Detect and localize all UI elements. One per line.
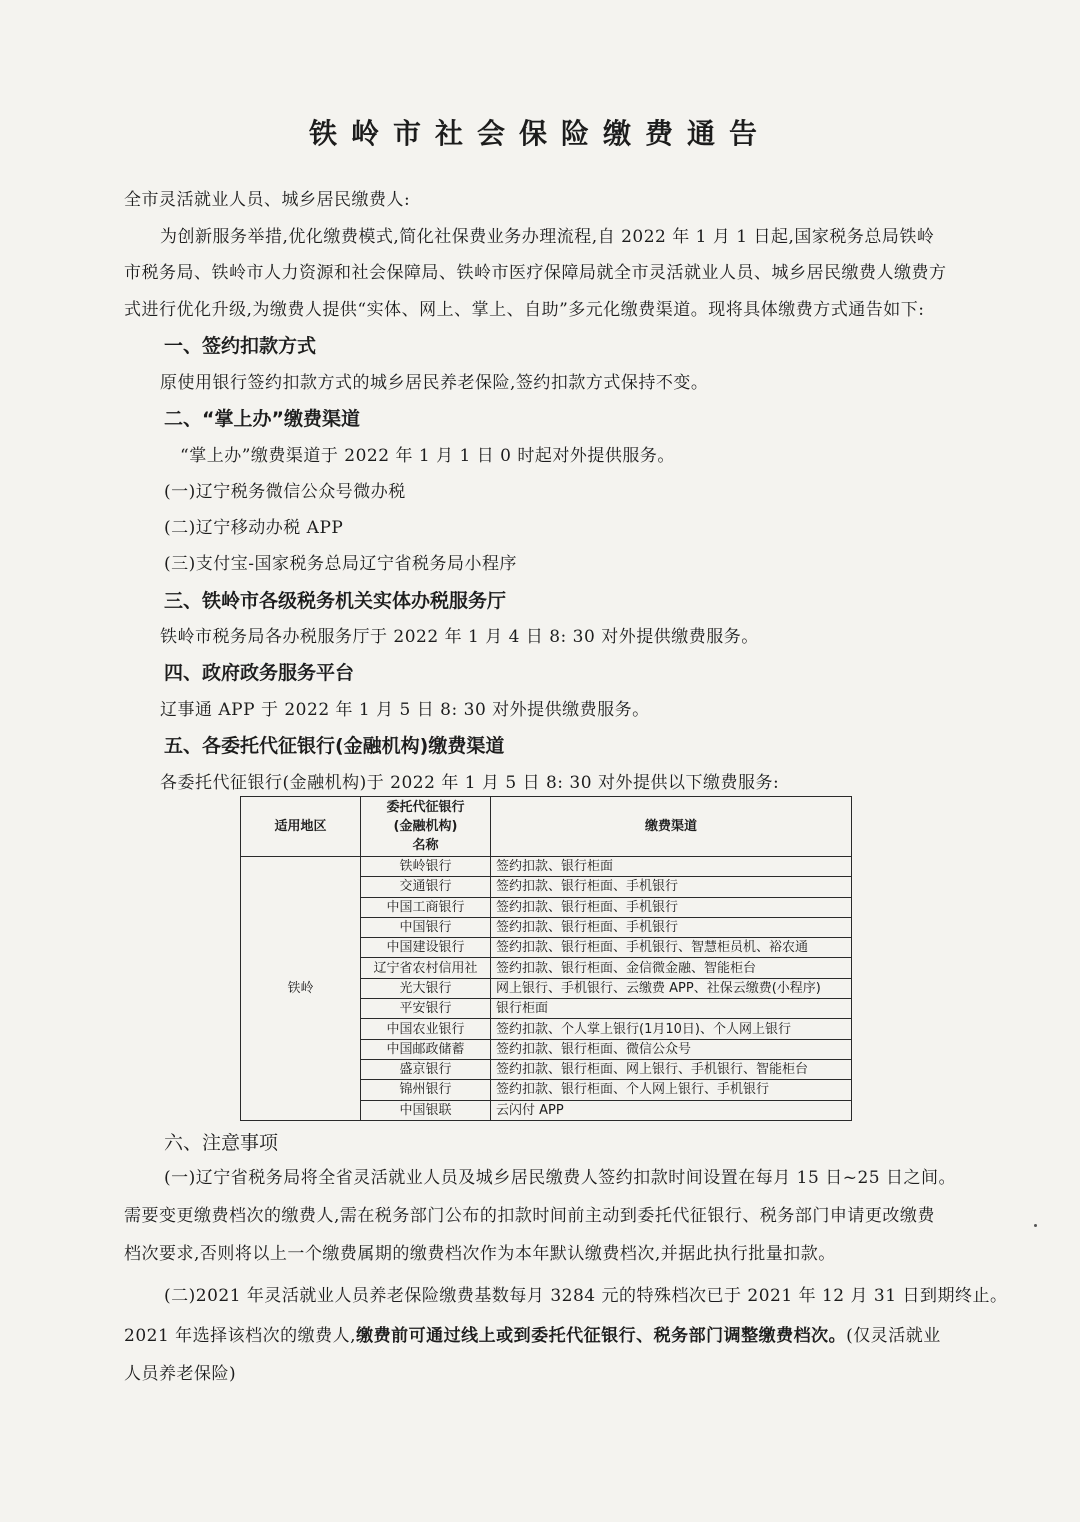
notice-1-line-2: 需要变更缴费档次的缴费人,需在税务部门公布的扣款时间前主动到委托代征银行、税务部门申请更改缴费 [124,1206,935,1226]
channel-cell: 签约扣款、银行柜面、金信微金融、智能柜台 [491,958,852,978]
bank-name-cell: 中国银行 [361,917,491,937]
header-channel: 缴费渠道 [491,797,852,857]
intro-line-1: 为创新服务举措,优化缴费模式,简化社保费业务办理流程,自 2022 年 1 月 1 日起,国家税务总局铁岭 [160,227,935,247]
section-2-item-2: (二)辽宁移动办税 APP [164,518,344,538]
bank-name-cell: 中国工商银行 [361,897,491,917]
bank-name-cell: 光大银行 [361,978,491,998]
channel-cell: 云闪付 APP [491,1100,852,1120]
section-3-body: 铁岭市税务局各办税服务厅于 2022 年 1 月 4 日 8: 30 对外提供缴费服务。 [160,627,759,647]
section-2-item-1: (一)辽宁税务微信公众号微办税 [164,482,406,502]
notice-1-line-1: (一)辽宁省税务局将全省灵活就业人员及城乡居民缴费人签约扣款时间设置在每月 15 日~25 日之间。 [164,1168,956,1188]
channel-cell: 签约扣款、银行柜面、手机银行 [491,917,852,937]
salutation: 全市灵活就业人员、城乡居民缴费人: [124,190,411,210]
section-1-heading: 一、签约扣款方式 [164,335,317,357]
channel-cell: 签约扣款、银行柜面、网上银行、手机银行、智能柜台 [491,1059,852,1079]
bank-channel-table [240,796,852,1121]
section-1-body: 原使用银行签约扣款方式的城乡居民养老保险,签约扣款方式保持不变。 [160,373,709,393]
table-row [241,857,852,877]
channel-cell: 签约扣款、个人掌上银行(1月10日)、个人网上银行 [491,1019,852,1039]
region-cell: 铁岭 [241,857,361,1121]
section-6-heading: 六、注意事项 [164,1132,279,1154]
header-region: 适用地区 [241,797,361,857]
channel-cell: 签约扣款、银行柜面、手机银行 [491,877,852,897]
intro-line-2: 市税务局、铁岭市人力资源和社会保障局、铁岭市医疗保障局就全市灵活就业人员、城乡居民缴费人缴费方 [124,263,947,283]
bank-name-cell: 铁岭银行 [361,857,491,877]
header-bank-line-1: 委托代征银行 [386,800,465,815]
bank-name-cell: 中国农业银行 [361,1019,491,1039]
section-4-body: 辽事通 APP 于 2022 年 1 月 5 日 8: 30 对外提供缴费服务。 [160,700,650,720]
bank-name-cell: 平安银行 [361,999,491,1019]
section-5-body: 各委托代征银行(金融机构)于 2022 年 1 月 5 日 8: 30 对外提供以下缴费服务: [160,773,780,793]
table-header-row [241,797,852,857]
channel-cell: 网上银行、手机银行、云缴费 APP、社保云缴费(小程序) [491,978,852,998]
bank-name-cell: 中国建设银行 [361,938,491,958]
channel-cell: 签约扣款、银行柜面、手机银行、智慧柜员机、裕农通 [491,938,852,958]
header-bank [361,797,491,857]
channel-cell: 签约扣款、银行柜面、手机银行 [491,897,852,917]
channel-cell: 签约扣款、银行柜面 [491,857,852,877]
bank-name-cell: 锦州银行 [361,1080,491,1100]
channel-cell: 银行柜面 [491,999,852,1019]
section-4-heading: 四、政府政务服务平台 [164,662,355,684]
notice-2-line-3: 人员养老保险) [124,1364,237,1384]
section-2-item-3: (三)支付宝-国家税务总局辽宁省税务局小程序 [164,554,518,574]
channel-cell: 签约扣款、银行柜面、微信公众号 [491,1039,852,1059]
notice-2-line-2-end: (仅灵活就业 [846,1326,941,1346]
bank-name-cell: 中国银联 [361,1100,491,1120]
document-title: 铁岭市社会保险缴费通告 [308,117,771,150]
header-bank-line-2: (金融机构) [393,819,458,834]
section-2-heading: 二、“掌上办”缴费渠道 [164,408,360,430]
notice-2-line-2 [124,1318,941,1355]
channel-cell: 签约扣款、银行柜面、个人网上银行、手机银行 [491,1080,852,1100]
bank-name-cell: 中国邮政储蓄 [361,1039,491,1059]
notice-2-line-1: (二)2021 年灵活就业人员养老保险缴费基数每月 3284 元的特殊档次已于 2021 年 12 月 31 日到期终止。 [164,1286,1008,1306]
section-2-body: “掌上办”缴费渠道于 2022 年 1 月 1 日 0 时起对外提供服务。 [180,446,675,466]
header-bank-line-3: 名称 [412,838,439,853]
section-3-heading: 三、铁岭市各级税务机关实体办税服务厅 [164,590,507,612]
section-5-heading: 五、各委托代征银行(金融机构)缴费渠道 [164,735,505,757]
bank-name-cell: 盛京银行 [361,1059,491,1079]
scan-speck [1034,1224,1037,1227]
notice-2-emphasis: 缴费前可通过线上或到委托代征银行、税务部门调整缴费档次。 [356,1326,847,1346]
notice-1-line-3: 档次要求,否则将以上一个缴费属期的缴费档次作为本年默认缴费档次,并据此执行批量扣款。 [124,1244,836,1264]
bank-name-cell: 辽宁省农村信用社 [361,958,491,978]
intro-line-3: 式进行优化升级,为缴费人提供“实体、网上、掌上、自助”多元化缴费渠道。现将具体缴费方式通告如下: [124,300,925,320]
notice-2-line-2-start: 2021 年选择该档次的缴费人, [124,1326,357,1346]
bank-name-cell: 交通银行 [361,877,491,897]
